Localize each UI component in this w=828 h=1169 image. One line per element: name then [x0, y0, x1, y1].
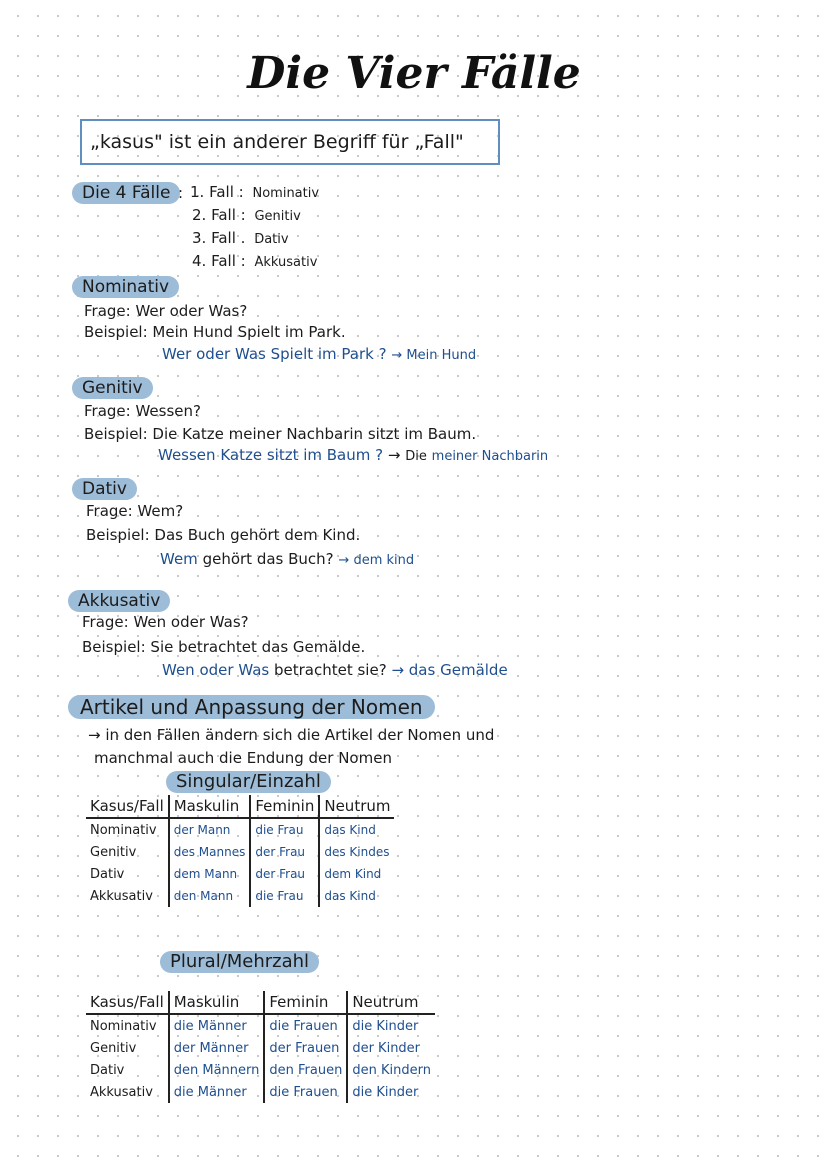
question-text: Wessen Katze sitzt im Baum ?	[158, 446, 384, 464]
row-label: Genitiv	[90, 1040, 137, 1056]
nominativ-heading: Nominativ	[72, 276, 179, 298]
nominativ-question	[162, 344, 476, 366]
question-text: Wer oder Was Spielt im Park ?	[162, 345, 387, 363]
artikel-line-2: manchmal auch die Endung der Nomen	[94, 749, 392, 767]
fall-number: 3. Fall	[192, 229, 236, 247]
table-cell: der Frau	[250, 863, 319, 885]
beispiel-text: Mein Hund Spielt im Park.	[152, 323, 346, 341]
nominativ-beispiel	[84, 322, 346, 342]
table-cell: die Frau	[250, 885, 319, 907]
table-cell: der Kinder	[347, 1037, 435, 1059]
col-header: Feminin	[250, 795, 319, 818]
dativ-question	[160, 549, 414, 571]
fall-number: 1. Fall	[190, 183, 234, 201]
table-cell: das Kind	[319, 818, 394, 841]
table-cell: die Kinder	[347, 1014, 435, 1037]
table-cell: den Kindern	[347, 1059, 435, 1081]
question-word: Wem	[160, 550, 198, 568]
col-header: Neutrum	[319, 795, 394, 818]
answer-text: → dem kind	[338, 553, 415, 568]
row-label: Akkusativ	[90, 1084, 153, 1100]
table-cell: den Frauen	[264, 1059, 347, 1081]
artikel-heading: Artikel und Anpassung der Nomen	[68, 695, 435, 719]
table-cell: dem Kind	[319, 863, 394, 885]
table-cell: des Mannes	[169, 841, 251, 863]
genitiv-heading: Genitiv	[72, 377, 153, 399]
beispiel-label: Beispiel:	[84, 425, 148, 443]
table-cell: die Männer	[169, 1014, 265, 1037]
fall-number: 4. Fall	[192, 252, 236, 270]
fall-sep: .	[240, 229, 246, 247]
table-cell: den Männern	[169, 1059, 265, 1081]
col-header: Neutrum	[347, 991, 435, 1014]
akkusativ-heading: Akkusativ	[68, 590, 170, 612]
artikel-line-1: → in den Fällen ändern sich die Artikel der Nomen und	[88, 726, 495, 744]
row-label: Dativ	[90, 1062, 125, 1078]
table-row	[86, 1081, 435, 1103]
answer-prefix: Die	[405, 449, 427, 464]
table-cell: die Frauen	[264, 1081, 347, 1103]
fall-item-4	[192, 252, 317, 270]
question-text: gehört das Buch?	[202, 550, 334, 568]
beispiel-label: Beispiel:	[84, 323, 148, 341]
table-cell: die Kinder	[347, 1081, 435, 1103]
table-cell: der Frau	[250, 841, 319, 863]
question-words: Wen oder Was	[162, 661, 270, 679]
faelle-colon: :	[178, 184, 184, 202]
dativ-heading: Dativ	[72, 478, 137, 500]
beispiel-text: Die Katze meiner Nachbarin sitzt im Baum.	[152, 425, 477, 443]
table-cell: der Männer	[169, 1037, 265, 1059]
question-text: betrachtet sie?	[273, 661, 387, 679]
row-label: Akkusativ	[90, 888, 153, 904]
answer-text: → Mein Hund	[391, 348, 477, 363]
table-cell: dem Mann	[169, 863, 251, 885]
col-header: Kasus/Fall	[86, 795, 169, 818]
row-label: Nominativ	[90, 1018, 157, 1034]
fall-item-3	[192, 229, 289, 247]
table-row	[86, 841, 394, 863]
dativ-beispiel	[86, 525, 360, 545]
genitiv-beispiel	[84, 424, 476, 444]
table-row	[86, 1037, 435, 1059]
table-cell: die Männer	[169, 1081, 265, 1103]
col-header: Maskulin	[169, 795, 251, 818]
singular-heading: Singular/Einzahl	[166, 771, 331, 793]
akkusativ-frage: Frage: Wen oder Was?	[82, 613, 249, 631]
akkusativ-question	[162, 660, 508, 680]
table-cell: die Frauen	[264, 1014, 347, 1037]
col-header: Feminin	[264, 991, 347, 1014]
answer-article: → das	[391, 661, 436, 679]
genitiv-frage: Frage: Wessen?	[84, 402, 201, 420]
faelle-label: Die 4 Fälle	[72, 182, 180, 204]
answer-arrow: →	[387, 446, 401, 464]
col-header: Maskulin	[169, 991, 265, 1014]
fall-name: Dativ	[254, 232, 289, 247]
kasus-definition-box: „kasus" ist ein anderer Begriff für „Fall"	[80, 119, 500, 165]
answer-noun: Gemälde	[440, 661, 508, 679]
row-label: Genitiv	[90, 844, 137, 860]
table-row	[86, 818, 394, 841]
fall-item-2	[192, 206, 301, 224]
singular-table	[86, 795, 394, 907]
table-row	[86, 1014, 435, 1037]
table-row	[86, 885, 394, 907]
beispiel-text: Das Buch gehört dem Kind.	[154, 526, 361, 544]
fall-sep: :	[240, 206, 246, 224]
table-row	[86, 1059, 435, 1081]
table-cell: der Frauen	[264, 1037, 347, 1059]
plural-heading: Plural/Mehrzahl	[160, 951, 319, 973]
akkusativ-beispiel	[82, 637, 365, 657]
fall-sep: :	[240, 252, 246, 270]
fall-number: 2. Fall	[192, 206, 236, 224]
genitiv-question	[158, 445, 548, 467]
table-cell: der Mann	[169, 818, 251, 841]
table-cell: des Kindes	[319, 841, 394, 863]
table-cell: das Kind	[319, 885, 394, 907]
row-label: Dativ	[90, 866, 125, 882]
dativ-frage: Frage: Wem?	[86, 502, 184, 520]
answer-text: meiner Nachbarin	[431, 449, 549, 464]
table-cell: die Frau	[250, 818, 319, 841]
col-header: Kasus/Fall	[86, 991, 169, 1014]
nominativ-frage: Frage: Wer oder Was?	[84, 302, 248, 320]
page-title: Die Vier Fälle	[247, 48, 581, 99]
fall-sep: :	[238, 183, 244, 201]
fall-item-1	[190, 183, 319, 201]
fall-name: Genitiv	[254, 209, 301, 224]
table-header-row	[86, 991, 435, 1014]
fall-name: Nominativ	[252, 186, 320, 201]
beispiel-text: Sie betrachtet das Gemälde.	[150, 638, 366, 656]
row-label: Nominativ	[90, 822, 157, 838]
beispiel-label: Beispiel:	[86, 526, 150, 544]
beispiel-label: Beispiel:	[82, 638, 146, 656]
plural-table	[86, 991, 435, 1103]
table-header-row	[86, 795, 394, 818]
table-row	[86, 863, 394, 885]
table-cell: den Mann	[169, 885, 251, 907]
fall-name: Akkusativ	[254, 255, 318, 270]
